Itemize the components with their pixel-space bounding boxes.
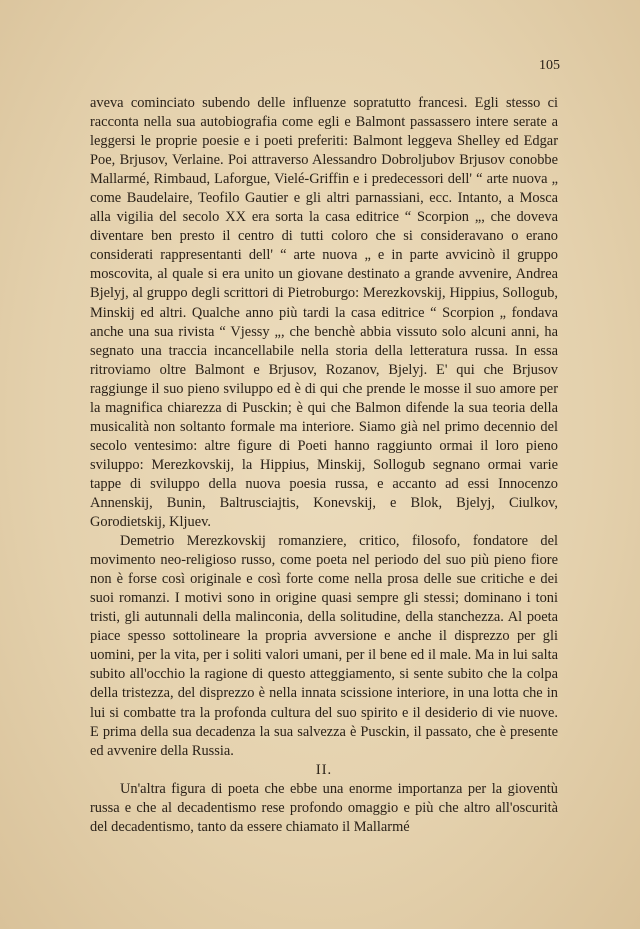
section-heading: II. xyxy=(315,761,333,778)
paragraph-brjusov: aveva cominciato subendo delle influenze sopratutto francesi. Egli stesso ci racconta nella sua autobiografia come egli e Balmont passassero intere serate a leggersi le proprie poesie e i poeti preferiti: Balmont leggeva Shelley ed Edgar Poe, Brjusov, Verlaine. Poi attraverso Alessandro Dobroljubov Brjusov conobbe Mallarmé, Rimbaud, Laforgue, Vielé-Griffin e i predecessori dell' “ arte nuova „ come Baudelaire, Teofilo Gautier e gli altri parnassiani, ecc. Intanto, a Mosca alla vigilia del secolo XX era sorta la casa editrice “ Scorpion „, che doveva diventare ben presto il centro di tutti coloro che si consideravano o erano considerati rappresentanti dell' “ arte nuova „ e in parte avvicinò il gruppo moscovita, al quale si era unito un giovane destinato a grande avvenire, Andrea Bjelyj, al gruppo degli scrittori di Pietroburgo: Merezkovskij, Hippius, Sollogub, Minskij ed altri. Qualche anno più tardi la casa editrice “ Scorpion „ fondava anche una sua rivista “ Vjessy „, che benchè abbia vissuto solo alcuni anni, ha segnato una traccia incancellabile nella storia della letteratura russa. In essa ritroviamo oltre Balmont e Brjusov, Rozanov, Bjelyj. E' qui che Brjusov raggiunge il suo pieno sviluppo ed è di qui che prende le mosse il suo amore per la magnifica chiarezza di Pusckin; è qui che Balmon difende la sua teoria della musicalità non soltanto formale ma interiore. Siamo già nel primo decennio del secolo ventesimo: altre figure di Poeti hanno raggiunto ormai il loro pieno sviluppo: Merezkovskij, la Hippius, Minskij, Sollogub segnano ormai varie tappe di sviluppo della nuova poesia russa, e accanto ad essi Innocenzo Annenskij, Bunin, Baltrusciajtis, Konevskij, e Blok, Bjelyj, Ciulkov, Gorodietskij, Kljuev. xyxy=(90,95,558,531)
paragraph-merezkovskij: Demetrio Merezkovskij romanziere, critico, filosofo, fondatore del movimento neo-religioso russo, come poeta nel periodo del suo più pieno fiore non è forse così originale e così forte come nella prosa delle sue critiche e dei suoi romanzi. I motivi sono in origine quasi sempre gli stessi; dominano i toni tristi, gli autunnali della malinconia, della solitudine, della stanchezza. Al poeta piace spesso sottolineare la propria avversione e anche il disprezzo per gli uomini, per la vita, per i soliti valori umani, per il bene ed il male. Ma in lui salta subito all'occhio la ragione di questo atteggiamento, si sente subito che la colpa della tristezza, del disprezzo è nella innata scissione interiore, in una lotta che in lui si combatte tra la profonda cultura del suo spirito e il desiderio di vie nuove. E prima della sua decadenza la sua salvezza è Pusckin, il passato, che è presente ed avvenire della Russia. xyxy=(90,533,558,759)
text-body xyxy=(90,94,558,837)
page-number: 105 xyxy=(539,58,560,73)
paragraph-another-poet: Un'altra figura di poeta che ebbe una enorme importanza per la gioventù russa e che al decadentismo rese profondo omaggio e più che altro all'oscurità del decadentismo, tanto da essere chiamato il Mallarmé xyxy=(90,780,558,835)
